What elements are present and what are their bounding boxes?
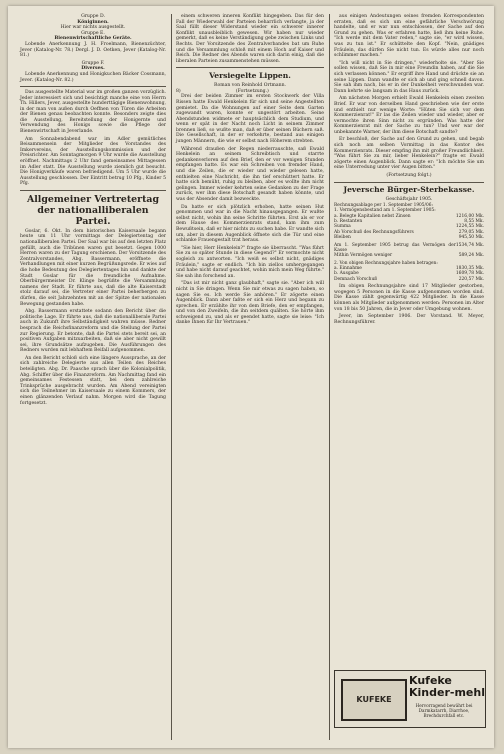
ledger-value: 1224,55 Mk. xyxy=(455,224,484,230)
ledger-label: a. Belegte Kapitalien nebst Zinsen xyxy=(334,213,411,219)
group-f-name: Diverses. xyxy=(81,66,105,72)
ledger-label: Bleiben xyxy=(334,235,351,241)
ledger-label: b. Restanten xyxy=(334,219,363,225)
paragraph: einem schweren inneren Konflikt hingegeben. Das für den Fall der Wiederwahl der Parteien beharrlich verlangte, ja der Saal füllt dieser Widerstand wieder ein schwerer innerer Konflikt unausbleiblich gewesen. Wir haben nur wieder gemerkt, daß es keine Verständigung gebe zwischen Links und Rechts. Der Vorsitzende des Zentralverbandes bat um Ruhe und die Versammlung schloß mit einem Hoch auf Kaiser und Reich. Die Redner des Abends waren sich darin einig, daß die liberalen Parteien zusammenstehen müssen. xyxy=(176,14,324,64)
ledger-value: 589,24 Mk. xyxy=(458,253,484,259)
ledger-label: b. Ausgabe xyxy=(334,271,359,277)
group-d-heading: Gruppe D. xyxy=(81,14,105,19)
group-d-name: Königinnen. xyxy=(77,19,109,25)
table-row xyxy=(334,277,484,282)
group-e-name: Bienenwirtschaftliche Geräte. xyxy=(54,36,132,42)
paragraph: aus einigen Andeutungen seines fremden Korrespondenten erraten, daß es sich um eine gefährliche Verschwörung handelte, und er war nun entschlossen, der Sache auf den Grund zu gehen. Was er erfahren hatte, ließ ihm keine Ruhe. "Ich werde mit dem Vater reden," sagte sie, "er wird wissen, was zu tun ist." Er schüttelte den Kopf. "Nein, gnädiges Fräulein, das dürfen Sie nicht tun. Es würde alles nur noch schlimmer machen." xyxy=(334,14,484,59)
ledger-value: 8,55 Mk. xyxy=(464,219,484,225)
ledger-label: Demnach Vorschuß xyxy=(334,276,378,282)
paragraph: Während draußen der Regen niederrauschte, saß Ewald Henkelein an seinem Schreibtisch und starrte gedankenverloren auf den Brief, den er vor wenigen Stunden empfangen hatte. Es war ein Schreiben von fremder Hand, und die Zeilen, die er wieder und wieder gelesen hatte, enthielten eine Nachricht, die ihn tief erschüttert hatte. Er hatte sich bemüht, ruhig zu bleiben, aber es wollte ihm nicht gelingen. Immer wieder kehrten seine Gedanken zu der Frage zurück, wer ihm diese Botschaft gesandt haben könnte, und was der Absender damit bezweckte. xyxy=(176,146,324,203)
group-d-note: Hier war nichts ausgestellt. xyxy=(60,25,126,31)
story-continuation: (Fortsetzung.) xyxy=(235,88,269,94)
separator xyxy=(334,182,484,183)
ledger-value: 945,50 Mk. xyxy=(458,235,484,241)
story-title: Versiegelte Lippen. xyxy=(209,71,291,81)
paragraph: Er beschloß, der Sache auf den Grund zu gehen, und begab sich noch am selben Vormittag in das Kontor des Kommerzienrats. Dieser empfing ihn mit großer Freundlichkeit. "Was führt Sie zu mir, lieber Henkelein?" fragte er. Ewald zögerte einen Augenblick. Dann sagte er: "Ich möchte Sie um eine Unterredung unter vier Augen bitten." xyxy=(334,137,484,171)
group-f-text: Lobende Anerkennung und Honigkuchen Bäcker Cossmann, Jever. (Katalog-Nr. 82.) xyxy=(20,71,166,83)
ledger-label: Mithin Vermögen weniger xyxy=(334,253,393,259)
ad-title: Kufeke Kinder-mehl xyxy=(409,674,485,699)
ledger-label: Am 1. September 1905 betrug das Vermögen der Kasse xyxy=(334,242,456,254)
ledger-signature: Jever, im September 1906. Der Vorstand. W. Meyer, Rechnungsführer. xyxy=(334,314,484,325)
ledger-table-c xyxy=(334,266,484,282)
ledger-heading: 2. Von obigen Rechnungsjahre haben betragen: xyxy=(334,260,438,266)
separator xyxy=(20,86,166,87)
ledger-note: Im obigen Rechnungsjahre sind 17 Mitglieder gestorben, wogegen 5 Personen in die Kasse aufgenommen worden sind. Die Kasse zählt gegenwärtig 422 Mitglieder. In die Kasse können als Mitglieder aufgenommen werden: Personen im Alter von 18 bis 50 Jahren, die in Jever oder Umgebung wohnen. xyxy=(334,284,484,312)
ledger-value: 1534,74 Mk. xyxy=(455,242,484,248)
paragraph: Abg. Bassermann erstattete sodann den Bericht über die politische Lage. Er führte aus, daß die nationalliberale Partei auch in Zukunft ihre Selbständigkeit wahren müsse. Redner besprach die Reichsfinanzreform und die Stellung der Partei zur Regierung. Er betonte, daß die Partei stets bereit sei, an positiven Aufgaben mitzuarbeiten, daß sie aber nicht gewillt sei, ihre Grundsätze aufzugeben. Die Ausführungen des Redners wurden mit lebhaftem Beifall aufgenommen. xyxy=(20,309,166,354)
separator xyxy=(176,67,324,68)
article-headline: Allgemeiner Vertretertag der nationalliberalen Partei. xyxy=(26,193,160,227)
ad-product-box xyxy=(341,679,407,721)
advertisement xyxy=(334,670,486,728)
paragraph: An den Bericht schloß sich eine längere Aussprache, an der sich zahlreiche Delegierte aus allen Teilen des Reiches beteiligten. Abg. Dr. Paasche sprach über die Kolonialpolitik, Abg. Schiffer über die Finanzreform. Am Nachmittag fand ein gemeinsames Festessen statt, bei dem zahlreiche Trinksprüche ausgebracht wurden. Am Abend vereinigten sich die Teilnehmer im Kaisersaale zu einem Kommers, der einen glänzenden Verlauf nahm. Morgen wird die Tagung fortgesetzt. xyxy=(20,355,166,406)
table-row xyxy=(334,253,484,258)
ledger-period: Geschäftsjahr 1905. xyxy=(385,197,433,203)
ledger-value: 220,57 Mk. xyxy=(458,276,484,282)
table-row xyxy=(334,235,484,240)
column-1 xyxy=(20,14,166,408)
group-e-text: Lobende Anerkennung J. H. Froelmann, Bienenzüchter, Jever (Katalog-Nr. 78.) Dergl. J. D. Oetken, Jever (Katalog-Nr. 81.) xyxy=(20,41,166,59)
paragraph: Das ausgestellte Material war im großen ganzen vorzüglich. Jeder interessiert sich und besichtigt manche eine von Herrn Th. Hillers, Jever, ausgestellte hunderttägige Bienenwohnung, in der man von außen durch Oeffnen von Türen die Arbeiten der Bienen genau beobachten konnte. Besonders zeigte dies die Ausstellung, Bereitstellung der Honigernte und Verwendung des Honigs sowie die Pflege der Bienenwirtschaft in Jeverlande. xyxy=(20,89,166,135)
continuation-note: (Fortsetzung folgt.) xyxy=(386,173,432,179)
group-e-heading: Gruppe E. xyxy=(81,30,105,36)
story-byline: Roman von Reinhold Ortmann. xyxy=(214,83,286,89)
paragraph: "Ich will nicht in Sie dringen," wiederholte sie. "Aber Sie sollen wissen, daß Sie in mir eine Freundin haben, auf die Sie sich verlassen können." Er ergriff ihre Hand und drückte sie an seine Lippen. Dann wandte er sich ab und ging schnell davon. Sie sah ihm nach, bis er in der Dunkelheit verschwunden war. Dann kehrte sie langsam in das Haus zurück. xyxy=(334,60,484,94)
column-divider xyxy=(171,14,172,740)
ledger-label: Ab Vorschuß des Rechnungsführers xyxy=(334,229,414,235)
ledger-value: 1830,35 Mk. xyxy=(455,266,484,272)
story-number: 8) xyxy=(176,88,181,94)
newspaper-page xyxy=(8,6,494,748)
ledger-value: 1609,78 Mk. xyxy=(455,271,484,277)
ledger-heading: Rechnungsablage per 1. September 1905/06: xyxy=(334,203,433,209)
paragraph: Da hatte er sich plötzlich erhoben, hatte seinen Hut genommen und war in die Nacht hinausgegangen. Er wußte selbst nicht, wohin ihn seine Schritte führten. Erst als er vor dem Hause des Kommerzienrats stand, kam ihm zum Bewußtsein, daß er hier nichts zu suchen habe. Er wandte sich um, aber in diesem Augenblick öffnete sich die Tür und eine schlanke Frauengestalt trat heraus. xyxy=(176,204,324,244)
paragraph: Drei der beiden Zimmer im ersten Stockwerk der Villa Rissen hatte Ewald Henkelein für sich und seine Angestellten gemietet. Da die Wohnungen auf einer Seite dem Garten zugewandt waren, konnte er ungestört arbeiten. Seine Abendstunden widmete er hauptsächlich dem Studium, und wenn er spät in der Nacht noch Licht in seinem Zimmer brennen ließ, so wußte man, daß er über seinen Büchern saß. Die Gesellschaft, in der er verkehrte, bestand aus einigen jungen Männern, die wie er selbst nach Höherem strebten. xyxy=(176,94,324,145)
column-divider xyxy=(329,14,330,740)
ledger-label: Summa xyxy=(334,224,351,230)
paragraph: Goslar, 6. Okt. In dem historischen Kaisersaale begann heute um 11 Uhr vormittags der Delegiertentag der nationalliberalen Partei. Der Saal war bis auf den letzten Platz gefüllt, auch die Tribünen waren gut besetzt. Gegen 1000 Herren waren zu der Tagung erschienen. Der Vorsitzende des Zentralvorstandes, Abg. Bassermann, eröffnete die Verhandlungen mit einer kurzen Begrüßungsrede. Er wies auf die hohe Bedeutung des Delegiertentages hin und dankte der Stadt Goslar für die freundliche Aufnahme. Oberbürgermeister Dr. Klinge begrüßte die Versammlung namens der Stadt. Er führte aus, daß die alte Kaiserstadt stolz darauf sei, die Vertreter einer Partei beherbergen zu dürfen, die seit Jahrzehnten mit an der Spitze der nationalen Bewegung gestanden habe. xyxy=(20,228,166,307)
paragraph: Am Sonnabendabend war im Adler gemütliches Beisammensein der Mitglieder des Vorstandes des Imkervereins, der Ausstellungskommission und der Preisrichter. Am Sonntagmorgen 9 Uhr wurde die Ausstellung eröffnet. Nachmittags 2 Uhr fand gemeinsames Mittagessen im Adler statt. Die Ausstellung wurde ziemlich gut besucht. Die Honigverkäufe waren befriedigend. Um 5 Uhr wurde die Ausstellung geschlossen. Der Eintritt betrug 10 Pfg., Kinder 5 Pfg. xyxy=(20,136,166,187)
paragraph: Am nächsten Morgen erhielt Ewald Henkelein einen zweiten Brief. Er war von derselben Hand geschrieben wie der erste und enthielt nur wenige Worte: "Hüten Sie sich vor dem Kommerzienrat!" Er las die Zeilen wieder und wieder, aber er vermochte ihren Sinn nicht zu ergründen. Was hatte der Kommerzienrat mit der Sache zu tun? Und wer war der unbekannte Warner, der ihm diese Botschaft sandte? xyxy=(334,96,484,135)
group-f-heading: Gruppe F. xyxy=(81,60,105,66)
ledger-value: 279,05 Mk. xyxy=(458,229,484,235)
ledger-label: 1. Vermögensbestand am 1. September 1905: xyxy=(334,208,436,214)
table-row xyxy=(334,243,484,254)
ledger-value: 1216,00 Mk. xyxy=(455,213,484,219)
ad-description: Hervorragend bewährt bei Darmkatarrh, Diarrhoe, Brechdurchfall etc. xyxy=(415,703,473,718)
column-2 xyxy=(176,14,324,328)
paragraph: "Das ist mir nicht ganz glaubhaft," sagte sie. "Aber ich will nicht in Sie dringen. Wenn Sie mir etwas zu sagen haben, so sagen Sie es. Ich werde Sie anhören." Er zögerte einen Augenblick. Dann aber faßte er sich ein Herz und begann zu sprechen. Er erzählte ihr von dem Briefe, den er empfangen, und von den Zweifeln, die ihn seitdem quälten. Sie hörte ihm schweigend zu, und als er geendet hatte, sagte sie leise: "Ich danke Ihnen für Ihr Vertrauen." xyxy=(176,281,324,326)
ledger-table-a xyxy=(334,208,484,240)
column-3 xyxy=(334,14,484,327)
separator xyxy=(20,190,166,191)
ad-brand: KUFEKE xyxy=(356,695,392,704)
paragraph: "Sie hier, Herr Henkelein?" fragte sie überrascht. "Was führt Sie zu so später Stunde in diese Gegend?" Er vermochte nicht sogleich zu antworten. "Ich weiß es selbst nicht, gnädiges Fräulein," sagte er endlich. "Ich bin ziellos umhergegangen und habe nicht darauf geachtet, wohin mich mein Weg führte." Sie sah ihn forschend an. xyxy=(176,245,324,279)
ledger-title: Jeversche Bürger-Sterbekasse. xyxy=(343,185,475,195)
ledger-label: a. Einnahme xyxy=(334,266,362,272)
ledger-table-b xyxy=(334,243,484,259)
